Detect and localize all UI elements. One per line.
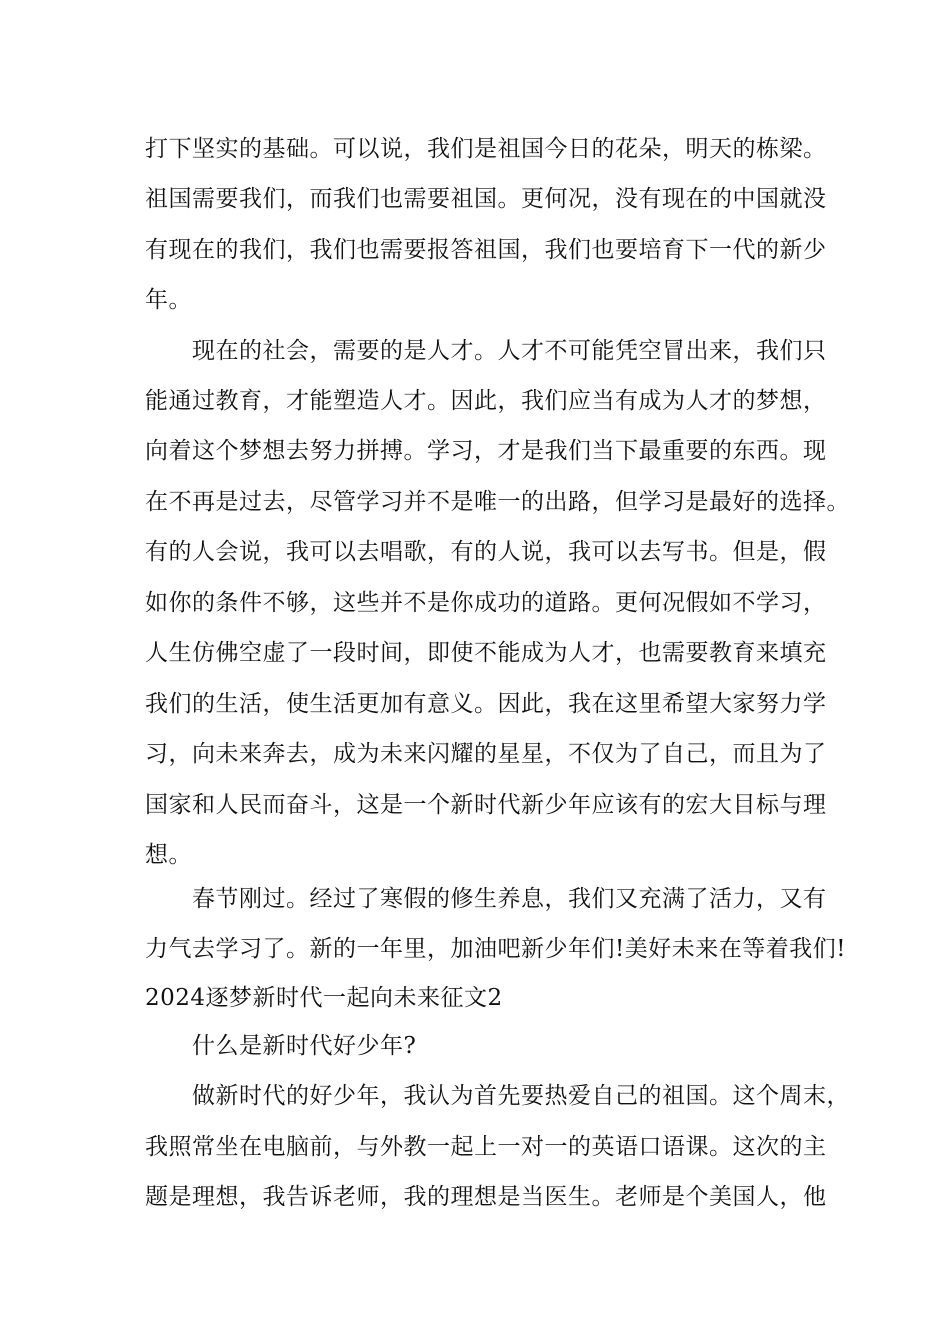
text-line: 习，向未来奔去，成为未来闪耀的星星，不仅为了自己，而且为了 <box>145 741 827 767</box>
text-line: 在不再是过去，尽管学习并不是唯一的出路，但学习是最好的选择。 <box>145 489 850 515</box>
text-line: 向着这个梦想去努力拼搏。学习，才是我们当下最重要的东西。现 <box>145 438 827 464</box>
text-line: 有的人会说，我可以去唱歌，有的人说，我可以去写书。但是，假 <box>145 539 827 565</box>
text-line: 国家和人民而奋斗，这是一个新时代新少年应该有的宏大目标与理 <box>145 792 827 818</box>
text-line: 打下坚实的基础。可以说，我们是祖国今日的花朵，明天的栋梁。 <box>145 136 827 162</box>
paragraph-start-line: 做新时代的好少年，我认为首先要热爱自己的祖国。这个周末， <box>192 1083 850 1109</box>
text-line: 我们的生活，使生活更加有意义。因此，我在这里希望大家努力学 <box>145 691 827 717</box>
paragraph-start-line: 现在的社会，需要的是人才。人才不可能凭空冒出来，我们只 <box>192 338 827 364</box>
text-line: 有现在的我们，我们也需要报答祖国，我们也要培育下一代的新少 <box>145 237 827 263</box>
text-line: 人生仿佛空虚了一段时间，即使不能成为人才，也需要教育来填充 <box>145 640 827 666</box>
text-line: 能通过教育，才能塑造人才。因此，我们应当有成为人才的梦想， <box>145 388 827 414</box>
paragraph-start-line: 春节刚过。经过了寒假的修生养息，我们又充满了活力，又有 <box>192 886 827 912</box>
text-line: 题是理想，我告诉老师，我的理想是当医生。老师是个美国人，他 <box>145 1184 827 1210</box>
text-line: 力气去学习了。新的一年里，加油吧新少年们!美好未来在等着我们! <box>145 936 846 962</box>
paragraph-start-line: 什么是新时代好少年? <box>192 1033 417 1059</box>
text-line: 我照常坐在电脑前，与外教一起上一对一的英语口语课。这次的主 <box>145 1134 827 1160</box>
text-line: 祖国需要我们，而我们也需要祖国。更何况，没有现在的中国就没 <box>145 186 827 212</box>
text-line: 想。 <box>145 842 192 868</box>
text-line: 如你的条件不够，这些并不是你成功的道路。更何况假如不学习， <box>145 590 827 616</box>
section-heading: 2024逐梦新时代一起向未来征文2 <box>145 985 503 1011</box>
text-line: 年。 <box>145 287 192 313</box>
